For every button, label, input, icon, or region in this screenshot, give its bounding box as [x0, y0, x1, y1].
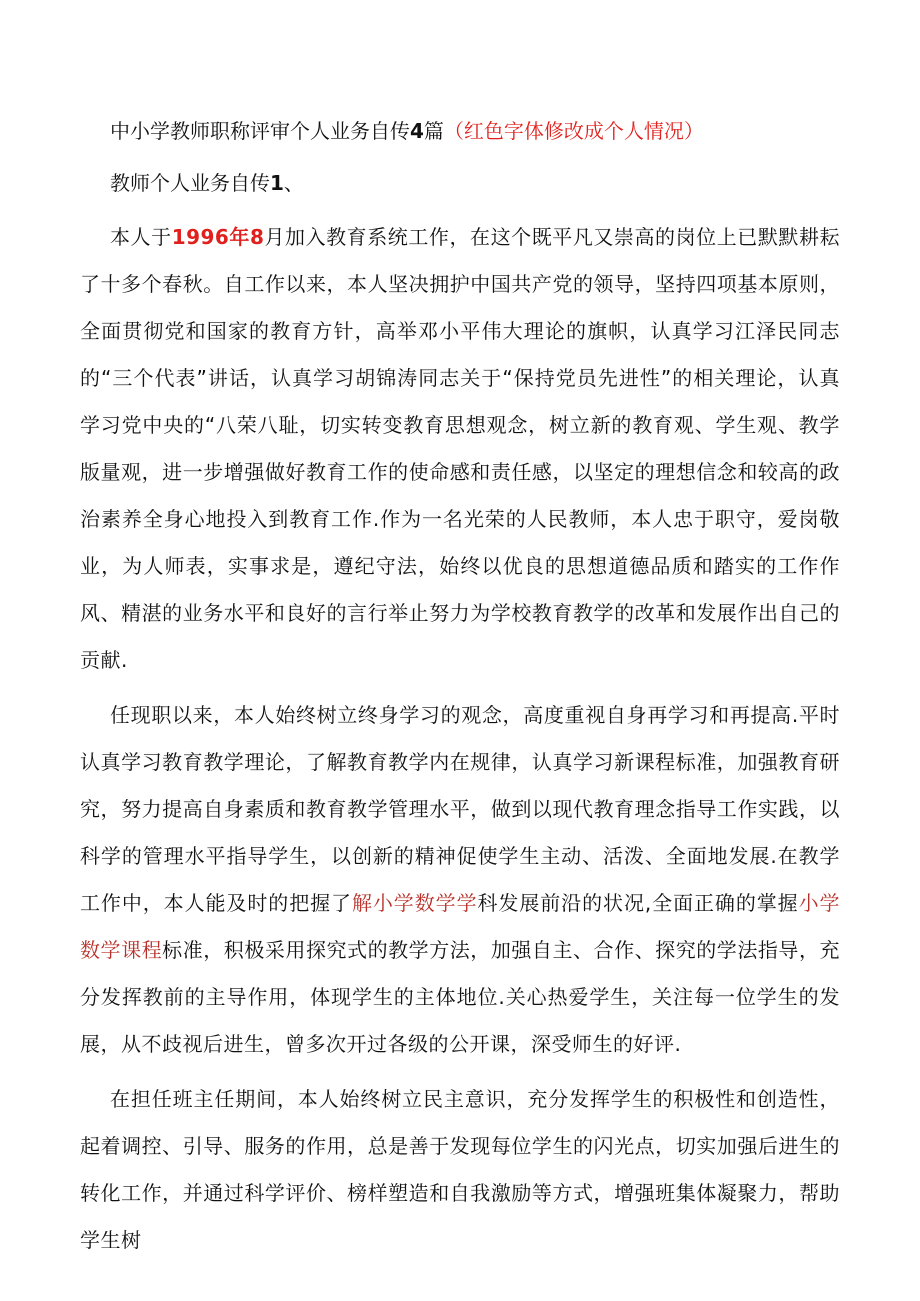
paragraph-3-segment: 在担任班主任期间，本人始终树立民主意识，充分发挥学生的积极性和创造性，起着调控、引导、服务的作用，总是善于发现每位学生的闪光点，切实加强后进生的转化工作，并通过科学评价、榜样塑造和自我激励等方式，增强班集体凝聚力，帮助学生树 — [80, 1087, 840, 1252]
paragraph-1-segment: 本人于 — [110, 225, 172, 249]
paragraph-1-segment: 月加入教育系统工作，在这个既平凡又崇高的岗位上已默默耕耘了十多个春秋。自工作以来，本人坚决拥护中国共产党的领导，坚持四项基本原则，全面贯彻党和国家的教育方针，高举邓小平伟大理论的旗帜，认真学习江泽民同志的“三个代表”讲话，认真学习胡锦涛同志关于“保持党员先进性”的相关理论，认真学习党中央的“八荣八耻，切实转变教育思想观念，树立新的教育观、学生观、教学版量观，进一步增强做好教育工作的使命感和责任感，以坚定的理想信念和较高的政治素养全身心地投入到教育工作.作为一名光荣的人民教师，本人忠于职守，爱岗敬业，为人师表，实事求是，遵纪守法，始终以优良的思想道德品质和踏实的工作作风、精湛的业务水平和良好的言行举止努力为学校教育教学的改革和发展作出自己的贡献. — [80, 225, 841, 672]
title-main: 中小学教师职称评审个人业务自传 — [110, 119, 410, 143]
paragraph-2-segment: 标准，积极采用探究式的教学方法，加强自主、合作、探究的学法指导，充分发挥教前的主导作用，体现学生的主体地位.关心热爱学生，关注每一位学生的发展，从不歧视后进生，曾多次开过各级的公开课，深受师生的好评. — [80, 938, 841, 1056]
document-body — [80, 112, 840, 1264]
paragraph-1 — [80, 214, 840, 684]
section-heading-text: 教师个人业务自传 — [110, 171, 270, 195]
paragraph-3 — [80, 1076, 840, 1264]
paragraph-2-highlight-subject: 解小学数学学 — [351, 891, 478, 915]
title-unit: 篇 — [423, 119, 444, 143]
section-heading-suffix: 、 — [283, 171, 304, 195]
title-count: 4 — [410, 119, 424, 143]
paragraph-2-segment: 科发展前沿的状况,全面正确的掌握 — [477, 891, 799, 915]
section-heading — [80, 164, 840, 202]
paragraph-2-segment: 任现职以来，本人始终树立终身学习的观念，高度重视自身再学习和再提高.平时认真学习教育教学理论，了解教育教学内在规律，认真学习新课程标准，加强教育研究，努力提高自身素质和教育教学管理水平，做到以现代教育理念指导工作实践，以科学的管理水平指导学生，以创新的精神促使学生主动、活泼、全面地发展.在教学工作中，本人能及时的把握了 — [80, 703, 840, 915]
paragraph-1-highlight-date: 1996年8 — [171, 225, 265, 249]
document-title — [80, 112, 840, 150]
paragraph-2 — [80, 692, 840, 1068]
section-heading-number: 1 — [270, 171, 284, 195]
paragraph-2-highlight-curriculum: 小学数学课程 — [80, 891, 841, 962]
title-note: （红色字体修改成个人情况） — [443, 119, 704, 143]
